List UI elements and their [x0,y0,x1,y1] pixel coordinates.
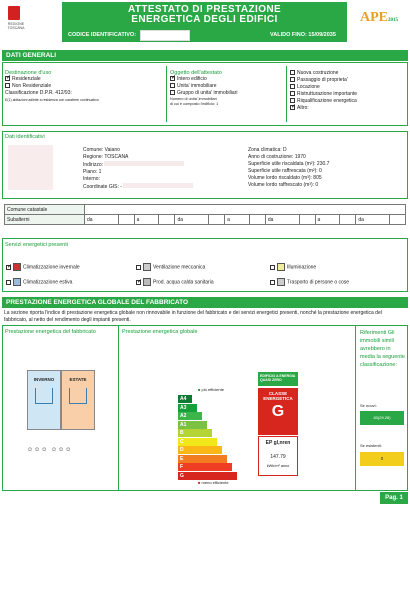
page-number: Pag. 1 [380,492,408,504]
classe-box: CLASSE ENERGETICA G [258,388,298,435]
codice-field [140,30,190,41]
energy-class-b: B [178,429,212,437]
locazione-checkbox[interactable] [290,84,295,89]
identificativi-photo [8,145,53,190]
gruppo-checkbox[interactable] [170,90,175,95]
divider-1 [166,66,167,122]
se-nuovi-label: Se nuovi: [360,403,377,408]
energy-class-e: E [178,455,227,463]
identificativi-title: Dati identificativi [5,134,45,140]
servizio-illum: Illuminazione [270,263,316,271]
energy-class-c: C [178,438,217,446]
meno-efficiente-label: ■ meno efficiente [198,480,229,485]
servizi-title: Servizi energetici presenti [5,242,68,248]
fan-icon [143,263,151,271]
globale-title: Prestazione energetica globale [122,329,198,335]
non-residenziale-checkbox[interactable] [5,83,10,88]
house-winter-icon [35,388,53,404]
divider-2 [286,66,287,122]
identificativi-right: Zona climatica: D Anno di costruzione: 1970 Superficie utile riscaldata (m²): 230.7 Superficie utile raffrescata (m²): 0 Volume lordo riscaldato (m³): 805 Volume lordo raffrescato (m³): 0 [248,147,330,188]
region-logo [8,6,20,20]
servizio-vent: Ventilazione meccanica [136,263,205,271]
box-div-1 [118,325,119,491]
se-esistenti-label: Se esistenti: [360,443,382,448]
unita-checkbox[interactable] [170,83,175,88]
energy-class-g: G [178,472,237,480]
riferimenti-title: Riferimenti Gli immobili simili avrebbero in media la seguente classificazione: [360,330,405,368]
inverno-panel: INVERNO [27,370,61,430]
energy-class-d: D [178,446,222,454]
prestazione-desc: La sezione riporta l'indice di prestazione energetica globale non rinnovabile in funzione del fabbricato e dei servizi energetici presenti, nonché la prestazione energetica del fabbricato, al netto del rendimento degli impianti presenti. [4,310,382,323]
box-div-2 [355,325,356,491]
ristrutturazione-checkbox[interactable] [290,91,295,96]
passaggio-checkbox[interactable] [290,77,295,82]
oggetto-section: Oggetto dell'attestato ✓Intero edificio Unita' immobiliare Gruppo di unita' immobiliari Numero di unita' immobiliari di cui è composto l'edificio: 1 [170,70,285,107]
edifici-box: EDIFICIO A ENERGIA QUASI ZERO [258,372,298,386]
residenziale-checkbox[interactable] [5,76,10,81]
servizio-inv: ✓Climatizzazione invernale [6,263,80,271]
ep-box: EP gl,nren 147.79 kWh/m² anno [258,436,298,476]
catasto-comune-label: Comune catastale [5,205,85,215]
snowflake-icon [13,278,21,286]
energy-class-a2: A2 [178,412,202,420]
bulb-icon [277,263,285,271]
nuova-checkbox[interactable] [290,70,295,75]
estate-panel: ESTATE [61,370,95,430]
energy-class-f: F [178,463,232,471]
prestazione-bar: PRESTAZIONE ENERGETICA GLOBALE DEL FABBRICATO [2,297,408,308]
servizio-acs: ✓Prod. acqua calda sanitaria [136,278,214,286]
energy-class-a3: A3 [178,404,197,412]
intero-checkbox[interactable] [170,76,175,81]
servizio-trasp: Trasporto di persone o cose [270,278,349,286]
identificativi-left: Comune: Vaiano Regione: TOSCANA Indirizzo: Piano: 1 Interno: Coordinate GIS: - [83,147,233,191]
energy-class-a1: A1 [178,421,207,429]
region-label: REGIONE TOSCANA [7,22,25,30]
house-summer-icon [69,388,87,404]
codice-label: CODICE IDENTIFICATIVO: [68,32,137,38]
dati-generali-bar: DATI GENERALI [2,50,408,61]
radiator-icon [13,263,21,271]
page-title: ATTESTATO DI PRESTAZIONE ENERGETICA DEGLI EDIFICI [127,4,282,25]
riqualificazione-checkbox[interactable] [290,98,295,103]
se-esistenti-badge: 0 [360,452,404,466]
elevator-icon [277,278,285,286]
servizio-est: Climatizzazione estiva [6,278,72,286]
catasto-table: Comune catastale Subalterni da a da a da a da [4,204,406,225]
fabbricato-title: Prestazione energetica del fabbricato [5,329,96,335]
faucet-icon [143,278,151,286]
piu-efficiente-label: ■ più efficiente [198,387,224,392]
valido-label: VALIDO FINO: 15/09/2035 [270,32,336,38]
altro-checkbox[interactable] [290,105,295,110]
energy-class-a4: A4 [178,395,192,403]
se-nuovi-badge: 83(29.28) [360,411,404,425]
motivo-section: Nuova costruzione Passaggio di proprieta' Locazione Ristrutturazione importante Riqualificazione energetica ✓Altro: [290,70,405,112]
destinazione-section: Destinazione d'uso ✓Residenziale Non Residenziale Classificazione D.P.R. 412/93: E(1) abitazioni adibite a residenza con carattere continuativo [5,70,165,104]
ape-logo: APE2015 [360,10,398,25]
face-icons: ☺☺☺ ☺☺☺ [27,447,73,453]
classe-value: G [271,403,285,420]
